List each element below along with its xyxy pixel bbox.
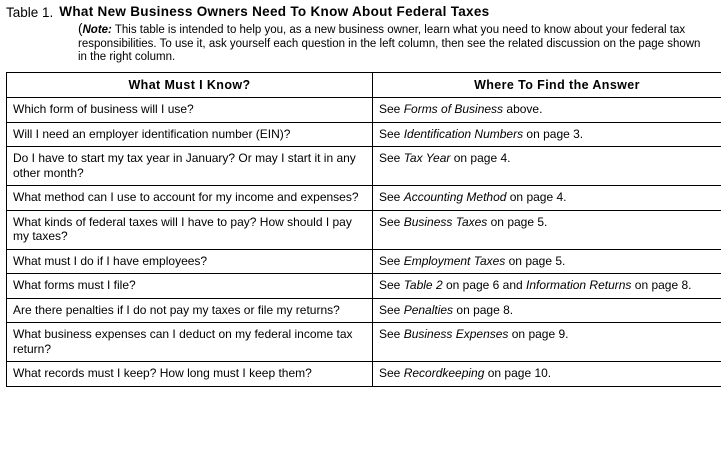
table-note (78, 22, 706, 65)
answer-cell (373, 210, 721, 249)
question-cell: What kinds of federal taxes will I have to pay? How should I pay my taxes? (7, 210, 373, 249)
table-row (7, 98, 721, 123)
column-header-question: What Must I Know? (7, 72, 373, 98)
answer-suffix: on page 5. (487, 214, 548, 229)
question-cell: Which form of business will I use? (7, 98, 373, 123)
table-row (7, 323, 721, 362)
column-header-answer: Where To Find the Answer (373, 72, 721, 98)
table-header-row (7, 72, 721, 98)
answer-prefix: See (379, 126, 404, 141)
table-row (7, 362, 721, 387)
answer-cell (373, 122, 721, 147)
answer-suffix: on page 4. (450, 151, 511, 166)
answer-suffix: on page 4. (506, 190, 567, 205)
answer-prefix: See (379, 151, 404, 166)
table-caption-label: Table 1. (6, 5, 54, 20)
answer-cell (373, 98, 721, 123)
answer-cell (373, 362, 721, 387)
question-cell: Do I have to start my tax year in January? Or may I start it in any other month? (7, 147, 373, 186)
answer-reference: Employment Taxes (403, 253, 506, 268)
table-row (7, 210, 721, 249)
answer-suffix: on page 3. (523, 126, 584, 141)
answer-prefix: See (379, 214, 404, 229)
question-cell: What business expenses can I deduct on my federal income tax return? (7, 323, 373, 362)
answer-suffix: on page 9. (508, 327, 569, 342)
answer-cell (373, 147, 721, 186)
note-lead-label: Note: (82, 24, 112, 36)
question-cell: What forms must I file? (7, 274, 373, 299)
federal-taxes-table (6, 72, 721, 387)
answer-suffix: on page 8. (631, 278, 692, 293)
answer-reference: Table 2 (403, 278, 443, 293)
answer-prefix: See (379, 253, 404, 268)
table-caption (6, 4, 715, 20)
table-row (7, 249, 721, 274)
answer-middle: on page 6 and (442, 278, 527, 293)
question-cell: Will I need an employer identification number (EIN)? (7, 122, 373, 147)
question-cell: What must I do if I have employees? (7, 249, 373, 274)
answer-reference: Recordkeeping (403, 366, 485, 381)
answer-reference: Business Taxes (403, 214, 488, 229)
question-cell: What method can I use to account for my income and expenses? (7, 186, 373, 211)
answer-reference: Penalties (403, 302, 454, 317)
answer-reference: Forms of Business (403, 102, 504, 117)
answer-cell (373, 186, 721, 211)
note-text: This table is intended to help you, as a new business owner, learn what you need to know about your federal tax responsibilities. To use it, ask yourself each question in the left column, then see the related discussion on the page shown in the right column. (78, 24, 701, 64)
table-row (7, 274, 721, 299)
answer-prefix: See (379, 190, 404, 205)
table-row (7, 147, 721, 186)
answer-cell (373, 298, 721, 323)
answer-suffix: on page 8. (453, 302, 514, 317)
table-caption-title: What New Business Owners Need To Know About Federal Taxes (59, 4, 490, 19)
table-row (7, 122, 721, 147)
note-open-paren: ( (78, 21, 83, 36)
answer-cell (373, 323, 721, 362)
answer-reference: Accounting Method (403, 190, 507, 205)
answer-reference: Business Expenses (403, 327, 509, 342)
answer-prefix: See (379, 327, 404, 342)
answer-suffix: above. (503, 102, 543, 117)
answer-reference: Tax Year (403, 151, 451, 166)
answer-prefix: See (379, 366, 404, 381)
answer-cell (373, 249, 721, 274)
answer-prefix: See (379, 302, 404, 317)
answer-prefix: See (379, 278, 404, 293)
answer-suffix: on page 5. (505, 253, 566, 268)
answer-suffix: on page 10. (484, 366, 552, 381)
table-row (7, 186, 721, 211)
answer-reference: Identification Numbers (403, 126, 524, 141)
question-cell: Are there penalties if I do not pay my taxes or file my returns? (7, 298, 373, 323)
answer-reference-2: Information Returns (526, 278, 632, 293)
table-row (7, 298, 721, 323)
question-cell: What records must I keep? How long must I keep them? (7, 362, 373, 387)
answer-cell (373, 274, 721, 299)
answer-prefix: See (379, 102, 404, 117)
